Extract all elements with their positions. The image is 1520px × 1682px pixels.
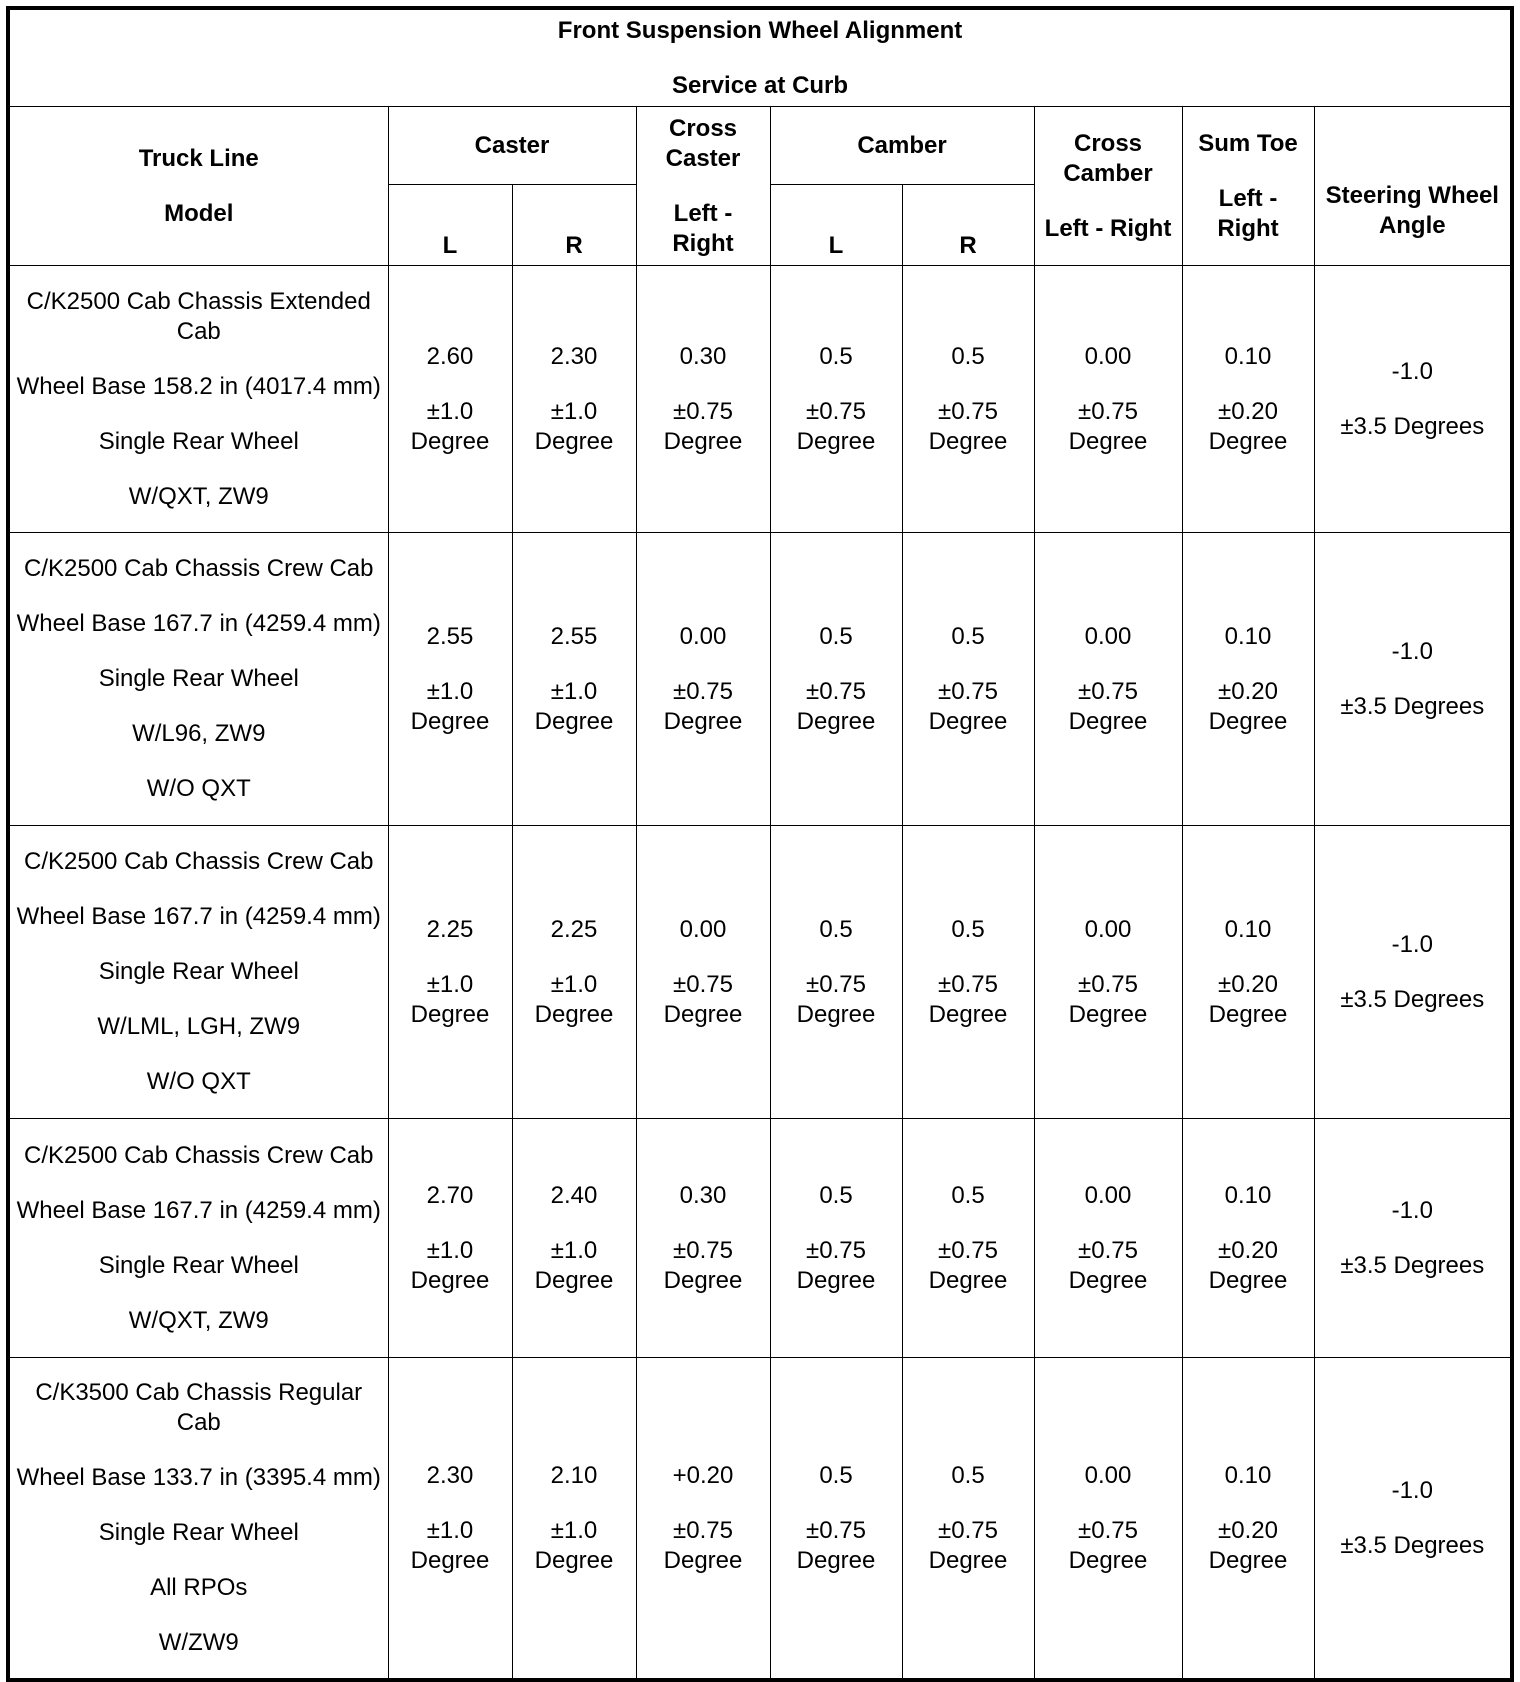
cell-gap xyxy=(12,987,386,1012)
cell-gap xyxy=(1187,652,1310,677)
cross-camber-unit: Degree xyxy=(1068,1546,1148,1574)
camber-l-cell xyxy=(770,826,902,1119)
caster-l-tolerance: ±1.0 xyxy=(426,397,474,425)
model-line: Single Rear Wheel xyxy=(98,1251,299,1279)
model-line: Single Rear Wheel xyxy=(98,1519,299,1546)
header-gap xyxy=(1319,131,1507,156)
header-gap xyxy=(641,174,766,199)
cell-gap xyxy=(12,1493,386,1518)
caster-r-tolerance: ±1.0 xyxy=(550,397,598,425)
steering-angle-tolerance: ±3.5 Degrees xyxy=(1340,1251,1485,1279)
cell-gap xyxy=(393,1211,508,1236)
cross-caster-cell xyxy=(636,1358,770,1681)
header-cross-camber-sub: Left - Right xyxy=(1044,214,1172,242)
camber-r-unit: Degree xyxy=(928,427,1008,455)
cell-gap xyxy=(12,877,386,902)
cell-gap xyxy=(393,652,508,677)
camber-l-tolerance: ±0.75 xyxy=(806,397,866,425)
cell-gap xyxy=(517,1491,632,1516)
camber-l-cell xyxy=(770,266,902,533)
model-line: W/L96, ZW9 xyxy=(132,720,266,747)
table-subtitle: Service at Curb xyxy=(671,71,849,99)
cell-gap xyxy=(641,652,766,677)
cross-caster-tolerance: ±0.75 xyxy=(673,1516,733,1544)
camber-l-tolerance: ±0.75 xyxy=(806,677,866,705)
camber-r-unit: Degree xyxy=(928,707,1008,735)
cell-gap xyxy=(12,1171,386,1196)
header-sum-toe xyxy=(1182,107,1314,266)
header-camber: Camber xyxy=(770,107,1034,185)
cross-caster-value: 0.00 xyxy=(679,622,727,650)
camber-r-cell xyxy=(902,826,1034,1119)
cross-caster-unit: Degree xyxy=(663,1266,743,1294)
cross-camber-value: 0.00 xyxy=(1084,622,1132,650)
header-cross-caster-line2: Caster xyxy=(665,144,741,172)
caster-l-value: 2.70 xyxy=(426,1181,474,1209)
cell-gap xyxy=(12,1042,386,1067)
caster-r-value: 2.10 xyxy=(550,1461,598,1489)
cell-gap xyxy=(393,1491,508,1516)
cell-gap xyxy=(12,1603,386,1628)
cell-gap xyxy=(393,945,508,970)
sum-toe-cell xyxy=(1182,826,1314,1119)
caster-r-value: 2.25 xyxy=(550,915,598,943)
header-sum-toe-line: Sum Toe xyxy=(1198,129,1298,157)
camber-r-tolerance: ±0.75 xyxy=(938,1516,998,1544)
cell-gap xyxy=(1039,1491,1178,1516)
cell-gap xyxy=(12,1438,386,1463)
model-line: Wheel Base 167.7 in (4259.4 mm) xyxy=(16,903,381,930)
cross-camber-value: 0.00 xyxy=(1084,1461,1132,1489)
camber-r-tolerance: ±0.75 xyxy=(938,677,998,705)
cross-caster-value: 0.30 xyxy=(679,342,727,370)
steering-angle-tolerance: ±3.5 Degrees xyxy=(1340,412,1485,440)
caster-l-tolerance: ±1.0 xyxy=(426,1236,474,1264)
steering-angle-value: -1.0 xyxy=(1391,1196,1433,1224)
sum-toe-unit: Degree xyxy=(1208,1000,1288,1028)
cell-gap xyxy=(907,372,1030,397)
cell-gap xyxy=(641,1491,766,1516)
header-cross-caster-sub1: Left - xyxy=(673,199,733,227)
header-cross-caster-line1: Cross xyxy=(668,114,738,142)
table-row xyxy=(8,533,1512,826)
cell-gap xyxy=(517,945,632,970)
caster-l-value: 2.25 xyxy=(426,915,474,943)
cell-gap xyxy=(517,1211,632,1236)
alignment-table xyxy=(6,6,1514,1682)
caster-r-value: 2.55 xyxy=(550,622,598,650)
cell-gap xyxy=(12,749,386,774)
camber-r-tolerance: ±0.75 xyxy=(938,397,998,425)
model-cell xyxy=(8,826,388,1119)
cross-camber-value: 0.00 xyxy=(1084,1181,1132,1209)
model-line: Wheel Base 158.2 in (4017.4 mm) xyxy=(16,372,381,400)
table-row xyxy=(8,1358,1512,1681)
sum-toe-value: 0.10 xyxy=(1224,1181,1272,1209)
model-line: C/K2500 Cab Chassis Crew Cab xyxy=(24,555,374,582)
camber-l-cell xyxy=(770,1358,902,1681)
header-steering-line1: Steering Wheel xyxy=(1325,182,1499,209)
sum-toe-value: 0.10 xyxy=(1224,622,1272,650)
header-steering-wheel-angle xyxy=(1314,107,1512,266)
caster-l-value: 2.60 xyxy=(426,342,474,370)
header-steering-line2: Angle xyxy=(1378,212,1446,239)
cross-camber-cell xyxy=(1034,533,1182,826)
header-truck-line: Truck Line xyxy=(138,144,259,172)
header-cross-camber-line1: Cross xyxy=(1073,129,1143,157)
header-cross-camber-line2: Camber xyxy=(1063,159,1153,187)
caster-r-value: 2.30 xyxy=(550,342,598,370)
table-title: Front Suspension Wheel Alignment xyxy=(557,16,963,44)
model-cell xyxy=(8,533,388,826)
cell-gap xyxy=(775,1211,898,1236)
camber-r-value: 0.5 xyxy=(951,622,985,650)
cross-caster-unit: Degree xyxy=(663,1546,743,1574)
cross-caster-unit: Degree xyxy=(663,1000,743,1028)
sum-toe-value: 0.10 xyxy=(1224,342,1272,370)
header-cross-caster xyxy=(636,107,770,266)
caster-r-cell xyxy=(512,1358,636,1681)
cross-caster-tolerance: ±0.75 xyxy=(673,970,733,998)
cross-camber-unit: Degree xyxy=(1068,1000,1148,1028)
cross-caster-value: 0.00 xyxy=(679,915,727,943)
caster-r-cell xyxy=(512,266,636,533)
cell-gap xyxy=(1319,387,1507,412)
header-caster-l: L xyxy=(388,185,512,266)
sum-toe-tolerance: ±0.20 xyxy=(1218,1236,1278,1264)
sum-toe-cell xyxy=(1182,1358,1314,1681)
cell-gap xyxy=(12,402,386,427)
caster-l-unit: Degree xyxy=(410,1266,490,1294)
header-caster: Caster xyxy=(388,107,636,185)
cross-camber-cell xyxy=(1034,1119,1182,1358)
model-cell xyxy=(8,1119,388,1358)
camber-l-cell xyxy=(770,1119,902,1358)
table-title-cell xyxy=(8,8,1512,107)
cross-caster-tolerance: ±0.75 xyxy=(673,677,733,705)
header-gap xyxy=(14,174,384,199)
caster-l-value: 2.55 xyxy=(426,622,474,650)
cross-camber-tolerance: ±0.75 xyxy=(1078,397,1138,425)
camber-l-cell xyxy=(770,533,902,826)
cell-gap xyxy=(1319,1506,1507,1531)
model-line: Single Rear Wheel xyxy=(98,958,299,985)
steering-angle-tolerance: ±3.5 Degrees xyxy=(1340,692,1485,720)
cross-camber-cell xyxy=(1034,1358,1182,1681)
model-line: C/K2500 Cab Chassis Crew Cab xyxy=(24,848,374,875)
sum-toe-unit: Degree xyxy=(1208,1266,1288,1294)
sum-toe-unit: Degree xyxy=(1208,707,1288,735)
cell-gap xyxy=(12,584,386,609)
cross-caster-unit: Degree xyxy=(663,707,743,735)
table-row xyxy=(8,826,1512,1119)
camber-r-value: 0.5 xyxy=(951,915,985,943)
camber-r-cell xyxy=(902,533,1034,826)
sum-toe-unit: Degree xyxy=(1208,427,1288,455)
caster-r-cell xyxy=(512,826,636,1119)
header-camber-l: L xyxy=(770,185,902,266)
cross-caster-cell xyxy=(636,826,770,1119)
model-line: Wheel Base 167.7 in (4259.4 mm) xyxy=(16,1196,381,1224)
caster-l-unit: Degree xyxy=(410,1546,490,1574)
steering-angle-cell xyxy=(1314,1358,1512,1681)
cell-gap xyxy=(393,372,508,397)
steering-angle-tolerance: ±3.5 Degrees xyxy=(1340,985,1485,1013)
model-line: W/O QXT xyxy=(146,1068,251,1095)
cell-gap xyxy=(12,1226,386,1251)
cross-camber-value: 0.00 xyxy=(1084,915,1132,943)
camber-r-cell xyxy=(902,1358,1034,1681)
header-cross-camber xyxy=(1034,107,1182,266)
cell-gap xyxy=(1039,652,1178,677)
camber-l-tolerance: ±0.75 xyxy=(806,970,866,998)
sum-toe-tolerance: ±0.20 xyxy=(1218,1516,1278,1544)
sum-toe-tolerance: ±0.20 xyxy=(1218,397,1278,425)
camber-r-unit: Degree xyxy=(928,1000,1008,1028)
cross-caster-tolerance: ±0.75 xyxy=(673,1236,733,1264)
caster-r-tolerance: ±1.0 xyxy=(550,1236,598,1264)
camber-r-cell xyxy=(902,1119,1034,1358)
caster-r-unit: Degree xyxy=(534,427,614,455)
cell-gap xyxy=(1187,1491,1310,1516)
camber-r-value: 0.5 xyxy=(951,342,985,370)
model-line: Wheel Base 133.7 in (3395.4 mm) xyxy=(16,1464,381,1491)
camber-l-value: 0.5 xyxy=(819,1181,853,1209)
cross-camber-tolerance: ±0.75 xyxy=(1078,1516,1138,1544)
camber-l-unit: Degree xyxy=(796,1546,876,1574)
camber-l-unit: Degree xyxy=(796,427,876,455)
caster-l-cell xyxy=(388,1358,512,1681)
cell-gap xyxy=(1319,1226,1507,1251)
cross-caster-cell xyxy=(636,266,770,533)
cell-gap xyxy=(517,652,632,677)
cell-gap xyxy=(1319,960,1507,985)
cell-gap xyxy=(775,945,898,970)
caster-r-value: 2.40 xyxy=(550,1181,598,1209)
steering-angle-tolerance: ±3.5 Degrees xyxy=(1340,1531,1485,1559)
cell-gap xyxy=(1039,372,1178,397)
model-cell xyxy=(8,1358,388,1681)
cell-gap xyxy=(775,372,898,397)
camber-r-cell xyxy=(902,266,1034,533)
caster-l-cell xyxy=(388,826,512,1119)
model-line: Wheel Base 167.7 in (4259.4 mm) xyxy=(16,610,381,637)
cell-gap xyxy=(12,457,386,482)
cell-gap xyxy=(1039,1211,1178,1236)
header-model: Model xyxy=(164,199,234,227)
caster-l-tolerance: ±1.0 xyxy=(426,677,474,705)
cell-gap xyxy=(12,694,386,719)
caster-l-cell xyxy=(388,266,512,533)
steering-angle-value: -1.0 xyxy=(1391,930,1433,958)
steering-angle-cell xyxy=(1314,1119,1512,1358)
model-line: W/ZW9 xyxy=(158,1629,239,1656)
caster-l-unit: Degree xyxy=(410,427,490,455)
camber-r-unit: Degree xyxy=(928,1546,1008,1574)
model-cell xyxy=(8,266,388,533)
model-line: C/K2500 Cab Chassis Crew Cab xyxy=(24,1141,374,1169)
caster-l-cell xyxy=(388,533,512,826)
caster-r-unit: Degree xyxy=(534,1000,614,1028)
model-line: Single Rear Wheel xyxy=(98,427,299,455)
header-truck-line-model xyxy=(8,107,388,266)
steering-angle-cell xyxy=(1314,533,1512,826)
steering-angle-value: -1.0 xyxy=(1391,1476,1433,1504)
cell-gap xyxy=(907,652,1030,677)
cross-camber-tolerance: ±0.75 xyxy=(1078,1236,1138,1264)
cross-camber-tolerance: ±0.75 xyxy=(1078,677,1138,705)
cell-gap xyxy=(12,1281,386,1306)
cell-gap xyxy=(12,347,386,372)
cell-gap xyxy=(12,932,386,957)
header-gap xyxy=(1319,156,1507,181)
camber-r-tolerance: ±0.75 xyxy=(938,970,998,998)
cross-camber-tolerance: ±0.75 xyxy=(1078,970,1138,998)
camber-r-tolerance: ±0.75 xyxy=(938,1236,998,1264)
cell-gap xyxy=(1187,945,1310,970)
header-gap xyxy=(1039,189,1178,214)
cross-camber-unit: Degree xyxy=(1068,1266,1148,1294)
cross-caster-cell xyxy=(636,1119,770,1358)
cross-caster-tolerance: ±0.75 xyxy=(673,397,733,425)
model-line: W/O QXT xyxy=(146,775,251,802)
model-line: W/LML, LGH, ZW9 xyxy=(97,1013,301,1040)
cell-gap xyxy=(907,1211,1030,1236)
camber-r-unit: Degree xyxy=(928,1266,1008,1294)
header-caster-r: R xyxy=(512,185,636,266)
cross-camber-unit: Degree xyxy=(1068,427,1148,455)
cell-gap xyxy=(641,1211,766,1236)
caster-l-cell xyxy=(388,1119,512,1358)
camber-l-value: 0.5 xyxy=(819,1461,853,1489)
cell-gap xyxy=(907,1491,1030,1516)
camber-l-tolerance: ±0.75 xyxy=(806,1236,866,1264)
cross-caster-value: +0.20 xyxy=(672,1461,734,1489)
camber-l-unit: Degree xyxy=(796,1266,876,1294)
table-body xyxy=(8,266,1512,1681)
cell-gap xyxy=(12,639,386,664)
steering-angle-cell xyxy=(1314,826,1512,1119)
cell-gap xyxy=(641,372,766,397)
model-line: C/K3500 Cab Chassis Regular Cab xyxy=(35,1379,363,1436)
caster-r-tolerance: ±1.0 xyxy=(550,1516,598,1544)
camber-l-unit: Degree xyxy=(796,707,876,735)
cross-camber-cell xyxy=(1034,826,1182,1119)
cross-caster-unit: Degree xyxy=(663,427,743,455)
cross-camber-unit: Degree xyxy=(1068,707,1148,735)
sum-toe-cell xyxy=(1182,266,1314,533)
steering-angle-cell xyxy=(1314,266,1512,533)
header-gap xyxy=(1187,159,1310,184)
caster-r-cell xyxy=(512,533,636,826)
cell-gap xyxy=(775,1491,898,1516)
sum-toe-tolerance: ±0.20 xyxy=(1218,970,1278,998)
sum-toe-cell xyxy=(1182,533,1314,826)
camber-l-value: 0.5 xyxy=(819,915,853,943)
cell-gap xyxy=(641,945,766,970)
cell-gap xyxy=(1039,945,1178,970)
header-camber-r: R xyxy=(902,185,1034,266)
camber-l-value: 0.5 xyxy=(819,342,853,370)
header-cross-caster-sub2: Right xyxy=(672,229,734,257)
caster-l-unit: Degree xyxy=(410,707,490,735)
sum-toe-value: 0.10 xyxy=(1224,1461,1272,1489)
steering-angle-value: -1.0 xyxy=(1391,637,1433,665)
sum-toe-value: 0.10 xyxy=(1224,915,1272,943)
sum-toe-tolerance: ±0.20 xyxy=(1218,677,1278,705)
sum-toe-unit: Degree xyxy=(1208,1546,1288,1574)
model-line: All RPOs xyxy=(150,1574,248,1601)
caster-l-tolerance: ±1.0 xyxy=(426,970,474,998)
caster-l-unit: Degree xyxy=(410,1000,490,1028)
model-line: W/QXT, ZW9 xyxy=(128,482,269,510)
steering-angle-value: -1.0 xyxy=(1391,357,1433,385)
camber-l-unit: Degree xyxy=(796,1000,876,1028)
camber-l-tolerance: ±0.75 xyxy=(806,1516,866,1544)
cell-gap xyxy=(1319,667,1507,692)
cross-camber-value: 0.00 xyxy=(1084,342,1132,370)
table-row xyxy=(8,1119,1512,1358)
alignment-document xyxy=(6,6,1514,1682)
caster-r-tolerance: ±1.0 xyxy=(550,677,598,705)
cell-gap xyxy=(517,372,632,397)
caster-r-tolerance: ±1.0 xyxy=(550,970,598,998)
header-sum-toe-sub1: Left - xyxy=(1218,184,1278,212)
cell-gap xyxy=(775,652,898,677)
cross-caster-value: 0.30 xyxy=(679,1181,727,1209)
title-gap xyxy=(14,46,1506,71)
caster-l-tolerance: ±1.0 xyxy=(426,1516,474,1544)
cross-camber-cell xyxy=(1034,266,1182,533)
caster-r-unit: Degree xyxy=(534,1546,614,1574)
model-line: W/QXT, ZW9 xyxy=(128,1306,269,1334)
cross-caster-cell xyxy=(636,533,770,826)
camber-r-value: 0.5 xyxy=(951,1461,985,1489)
caster-r-cell xyxy=(512,1119,636,1358)
header-sum-toe-sub2: Right xyxy=(1217,214,1279,242)
caster-l-value: 2.30 xyxy=(426,1461,474,1489)
cell-gap xyxy=(1187,1211,1310,1236)
model-line: Single Rear Wheel xyxy=(98,665,299,692)
caster-r-unit: Degree xyxy=(534,1266,614,1294)
caster-r-unit: Degree xyxy=(534,707,614,735)
table-row xyxy=(8,266,1512,533)
sum-toe-cell xyxy=(1182,1119,1314,1358)
model-line: C/K2500 Cab Chassis Extended Cab xyxy=(26,287,371,345)
cell-gap xyxy=(907,945,1030,970)
cell-gap xyxy=(1187,372,1310,397)
camber-l-value: 0.5 xyxy=(819,622,853,650)
camber-r-value: 0.5 xyxy=(951,1181,985,1209)
cell-gap xyxy=(12,1548,386,1573)
